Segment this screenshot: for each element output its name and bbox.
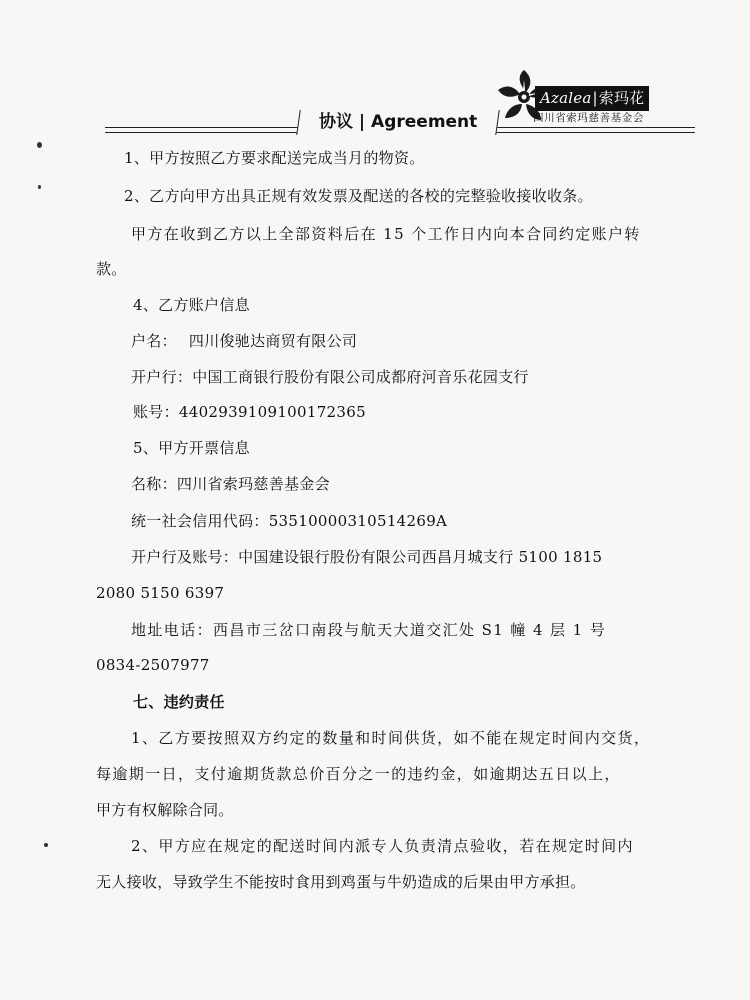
brand-wordmark [535, 86, 649, 111]
invoice-credit-code-value: 53510000310514269A [268, 512, 448, 530]
account-bank-row [131, 367, 529, 387]
invoice-phone: 0834-2507977 [96, 656, 210, 674]
breach-p2-line-1: 2、甲方应在规定的配送时间内派专人负责清点验收，若在规定时间内 [131, 837, 634, 855]
account-number-label: 账号： [133, 403, 179, 421]
brand-name-en: Azalea [540, 89, 592, 107]
account-bank-label: 开户行： [131, 368, 193, 386]
account-number-row [133, 402, 366, 422]
breach-p1-line-3: 甲方有权解除合同。 [96, 801, 234, 819]
breach-p1-line-2: 每逾期一日，支付逾期货款总价百分之一的违约金，如逾期达五日以上， [96, 765, 621, 783]
account-name-label: 户名： [131, 332, 177, 350]
account-bank-value: 中国工商银行股份有限公司成都府河音乐花园支行 [192, 368, 529, 386]
foundation-name: 四川省索玛慈善基金会 [533, 112, 644, 124]
scan-speck [44, 843, 48, 847]
invoice-address-label: 地址电话： [131, 621, 214, 639]
account-name-row [131, 331, 357, 351]
section-title: 协议 | Agreement [319, 112, 478, 132]
clause-1: 1、甲方按照乙方要求配送完成当月的物资。 [124, 149, 425, 167]
invoice-address-row [131, 620, 606, 640]
invoice-address-value: 西昌市三岔口南段与航天大道交汇处 S1 幢 4 层 1 号 [213, 621, 607, 639]
invoice-bank-value: 中国建设银行股份有限公司西昌月城支行 5100 1815 [238, 548, 603, 566]
account-heading: 4、乙方账户信息 [133, 296, 250, 314]
brand-name-cn: 索玛花 [598, 89, 645, 107]
invoice-heading: 5、甲方开票信息 [133, 439, 250, 457]
brand-separator: | [592, 89, 598, 107]
foundation-logo [493, 66, 671, 130]
payment-term-line-2: 款。 [96, 260, 127, 278]
clause-2: 2、乙方向甲方出具正规有效发票及配送的各校的完整验收接收收条。 [124, 187, 593, 205]
breach-p2-line-2: 无人接收，导致学生不能按时食用到鸡蛋与牛奶造成的后果由甲方承担。 [96, 873, 586, 891]
section-title-tab [296, 110, 500, 135]
invoice-bank-label: 开户行及账号： [131, 548, 239, 566]
scan-speck [37, 142, 42, 148]
scan-speck [38, 185, 41, 189]
invoice-credit-code-row [131, 511, 447, 531]
breach-heading: 七、违约责任 [133, 693, 225, 711]
invoice-name-row [131, 474, 330, 494]
invoice-name-label: 名称： [131, 475, 177, 493]
account-name-value: 四川俊驰达商贸有限公司 [188, 332, 358, 350]
invoice-bank-value-cont: 2080 5150 6397 [96, 584, 225, 602]
invoice-name-value: 四川省索玛慈善基金会 [176, 475, 330, 493]
account-number-value: 4402939109100172365 [178, 403, 366, 421]
invoice-credit-code-label: 统一社会信用代码： [131, 512, 269, 530]
invoice-bank-row [131, 547, 602, 567]
payment-term-line-1: 甲方在收到乙方以上全部资料后在 15 个工作日内向本合同约定账户转 [131, 225, 641, 243]
breach-p1-line-1: 1、乙方要按照双方约定的数量和时间供货，如不能在规定时间内交货， [131, 729, 651, 747]
